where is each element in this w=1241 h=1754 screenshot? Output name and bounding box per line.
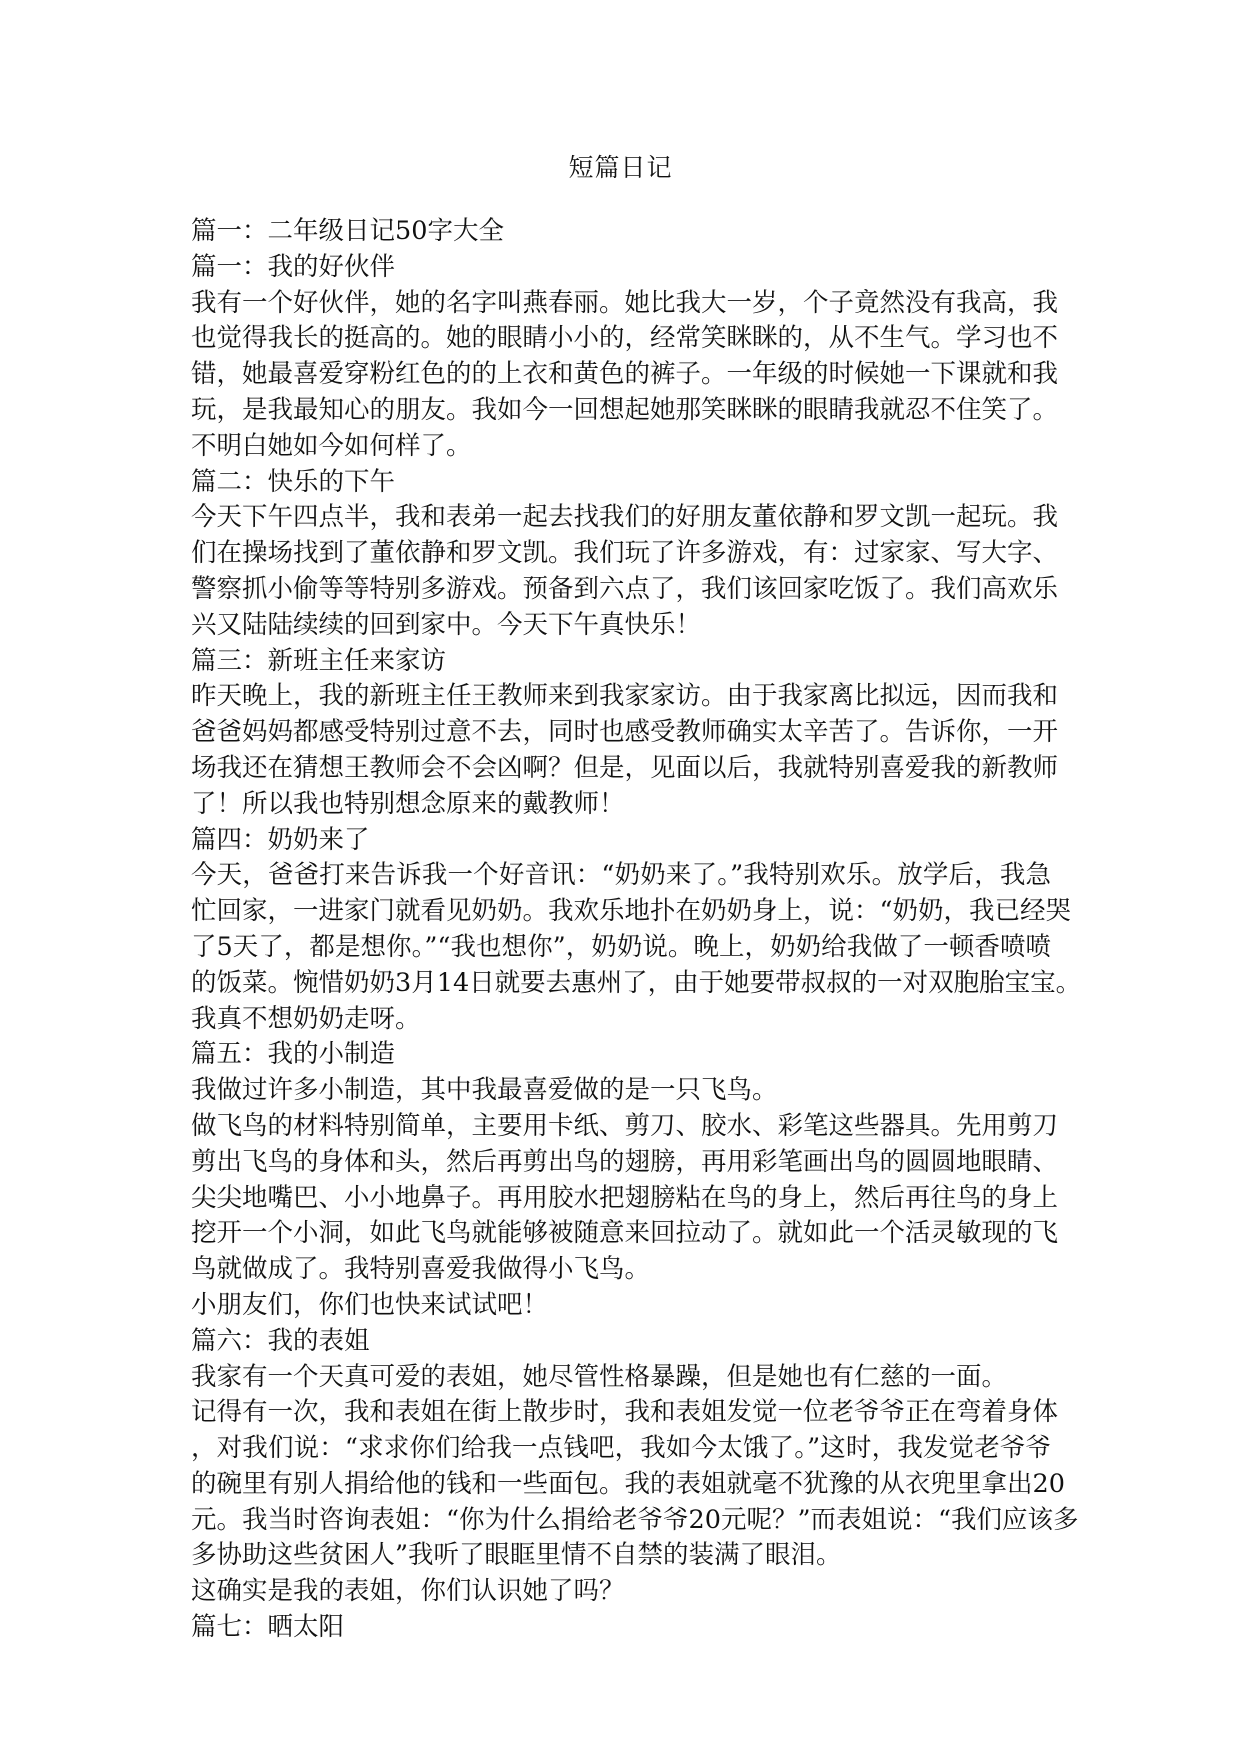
- text-line: 今天，爸爸打来告诉我一个好音讯：“奶奶来了。”我特别欢乐。放学后，我急: [191, 860, 1051, 891]
- text-line: 篇三：新班主任来家访: [191, 645, 447, 676]
- text-line: 的碗里有别人捐给他的钱和一些面包。我的表姐就毫不犹豫的从衣兜里拿出20: [191, 1468, 1065, 1499]
- text-line: 场我还在猜想王教师会不会凶啊？但是，见面以后，我就特别喜爱我的新教师: [191, 752, 1059, 783]
- text-line: 元。我当时咨询表姐：“你为什么捐给老爷爷20元呢？”而表姐说：“我们应该多: [191, 1504, 1079, 1535]
- text-line: 挖开一个小洞，如此飞鸟就能够被随意来回拉动了。就如此一个活灵敏现的飞: [191, 1218, 1059, 1249]
- text-line: 的饭菜。惋惜奶奶3月14日就要去惠州了，由于她要带叔叔的一对双胞胎宝宝。: [191, 967, 1082, 998]
- text-line: 兴又陆陆续续的回到家中。今天下午真快乐！: [191, 609, 702, 640]
- text-line: 了！所以我也特别想念原来的戴教师！: [191, 788, 625, 819]
- document-title: 短篇日记: [568, 153, 673, 182]
- text-line: 篇一：二年级日记50字大全: [191, 216, 504, 246]
- text-line: 我做过许多小制造，其中我最喜爱做的是一只飞鸟。: [191, 1075, 778, 1106]
- text-line: 昨天晚上，我的新班主任王教师来到我家家访。由于我家离比拟远，因而我和: [191, 681, 1059, 712]
- text-line: ，对我们说：“求求你们给我一点钱吧，我如今太饿了。”这时，我发觉老爷爷: [191, 1433, 1051, 1464]
- text-line: 记得有一次，我和表姐在街上散步时，我和表姐发觉一位老爷爷正在弯着身体: [191, 1397, 1059, 1428]
- text-line: 鸟就做成了。我特别喜爱我做得小飞鸟。: [191, 1254, 651, 1285]
- text-line: 篇五：我的小制造: [191, 1039, 396, 1070]
- text-line: 篇一：我的好伙伴: [191, 251, 396, 282]
- text-line: 也觉得我长的挺高的。她的眼睛小小的，经常笑眯眯的，从不生气。学习也不: [191, 323, 1059, 354]
- text-line: 我真不想奶奶走呀。: [191, 1003, 421, 1034]
- text-line: 尖尖地嘴巴、小小地鼻子。再用胶水把翅膀粘在鸟的身上，然后再往鸟的身上: [191, 1182, 1059, 1213]
- text-line: 玩，是我最知心的朋友。我如今一回想起她那笑眯眯的眼睛我就忍不住笑了。: [191, 394, 1059, 425]
- text-line: 这确实是我的表姐，你们认识她了吗？: [191, 1576, 625, 1607]
- text-line: 做飞鸟的材料特别简单，主要用卡纸、剪刀、胶水、彩笔这些器具。先用剪刀: [191, 1110, 1059, 1141]
- text-line: 我有一个好伙伴，她的名字叫燕春丽。她比我大一岁，个子竟然没有我高，我: [191, 287, 1059, 318]
- text-line: 们在操场找到了董依静和罗文凯。我们玩了许多游戏，有：过家家、写大字、: [191, 538, 1059, 569]
- text-line: 爸爸妈妈都感受特别过意不去，同时也感受教师确实太辛苦了。告诉你，一开: [191, 717, 1059, 748]
- text-line: 警察抓小偷等等特别多游戏。预备到六点了，我们该回家吃饭了。我们高欢乐: [191, 573, 1059, 604]
- text-line: 忙回家，一进家门就看见奶奶。我欢乐地扑在奶奶身上，说：“奶奶，我已经哭: [191, 896, 1072, 927]
- text-line: 我家有一个天真可爱的表姐，她尽管性格暴躁，但是她也有仁慈的一面。: [191, 1361, 1008, 1392]
- text-line: 篇四：奶奶来了: [191, 824, 370, 855]
- text-line: 错，她最喜爱穿粉红色的的上衣和黄色的裤子。一年级的时候她一下课就和我: [191, 359, 1059, 390]
- text-line: 不明白她如今如何样了。: [191, 430, 472, 461]
- text-line: 篇七：晒太阳: [191, 1612, 345, 1643]
- text-line: 篇六：我的表姐: [191, 1325, 370, 1356]
- text-line: 篇二：快乐的下午: [191, 466, 396, 497]
- text-line: 小朋友们，你们也快来试试吧！: [191, 1289, 549, 1320]
- text-line: 多协助这些贫困人”我听了眼眶里情不自禁的装满了眼泪。: [191, 1540, 842, 1571]
- document-body: [191, 214, 1082, 1646]
- text-line: 剪出飞鸟的身体和头，然后再剪出鸟的翅膀，再用彩笔画出鸟的圆圆地眼睛、: [191, 1146, 1059, 1177]
- text-line: 今天下午四点半，我和表弟一起去找我们的好朋友董依静和罗文凯一起玩。我: [191, 502, 1059, 533]
- text-line: 了5天了，都是想你。”“我也想你”，奶奶说。晚上，奶奶给我做了一顿香喷喷: [191, 931, 1051, 962]
